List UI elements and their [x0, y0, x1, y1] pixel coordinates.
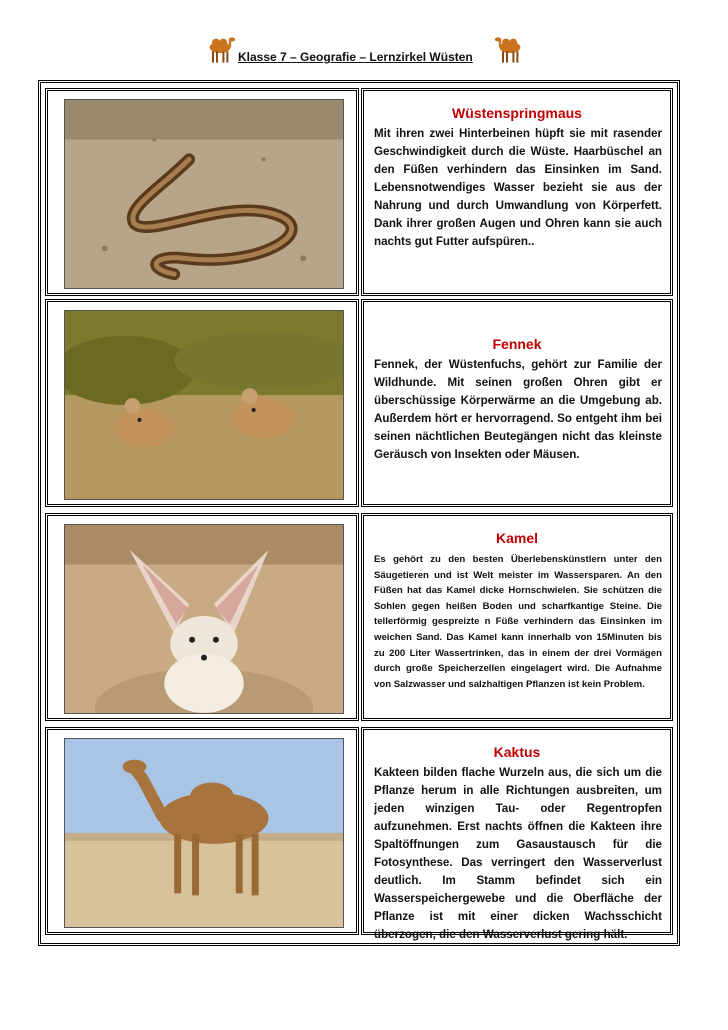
- card-row: [45, 299, 673, 507]
- card-title: Kamel: [495, 530, 539, 546]
- photo-cell: [45, 88, 359, 296]
- card-text: Fennek, der Wüstenfuchs, gehört zur Familie der Wildhunde. Mit seinen großen Ohren gibt er überschüssige Körperwärme an die Umgebung ab. Außerdem hört er hervorragend. So entgeht ihm bei seinen nächtlichen Beutegängen nicht das kleinste Geräusch von Insekten oder Mäusen.: [374, 358, 662, 461]
- photo-cell: [45, 513, 359, 721]
- camel-photo: [64, 738, 344, 928]
- card-title: Fennek: [492, 336, 542, 352]
- text-cell: [361, 299, 673, 507]
- camel-icon: [494, 32, 526, 66]
- text-cell: [361, 88, 673, 296]
- camel-icon: [204, 32, 236, 66]
- photo-cell: [45, 299, 359, 507]
- page-header: [0, 28, 728, 68]
- card-title: Kaktus: [493, 744, 541, 760]
- card-row: [45, 513, 673, 721]
- card-row: [45, 727, 673, 941]
- card-title: Wüstenspringmaus: [452, 105, 582, 121]
- fennec-photo: [64, 524, 344, 714]
- page-title: Klasse 7 – Geografie – Lernzirkel Wüsten: [238, 50, 473, 64]
- card-text: Mit ihren zwei Hinterbeinen hüpft sie mit rasender Geschwindigkeit durch die Wüste. Haarbüschel an den Füßen verhindern das Einsinken im Sand. Lebensnotwendiges Wasser bezieht sie aus der Nahrung und durch Umwandlung von Körperfett. Dank ihrer großen Augen und Ohren kann sie auch nachts gut Futter aufspüren..: [374, 127, 662, 248]
- card-row: [45, 88, 673, 296]
- text-cell: [361, 727, 673, 941]
- card-text: Es gehört zu den besten Überlebenskünstlern unter den Säugetieren und ist Welt meister im Wassersparen. An den Füßen hat das Kamel dicke Hornschwielen. Sie schützen die Sohlen gegen heißen Boden und scharfkantige Steine. Die tellerförmig gespreizte n Füße verhindern das Einsinken im weichen Sand. Das Kamel kann innerhalb von 15Minuten bis zu 200 Liter Wassertrinken, das in einem der drei Vormägen durch große Speicherzellen eingelagert wird. Die Aufnahme von Salzwasser und salzhaltigen Pflanzen ist kein Problem.: [374, 554, 662, 690]
- photo-cell: [45, 727, 359, 935]
- text-cell: [361, 513, 673, 721]
- lizard-photo: [64, 99, 344, 289]
- jerboa-photo: [64, 310, 344, 500]
- card-text: Kakteen bilden flache Wurzeln aus, die sich um die Pflanze herum in alle Richtungen ausbreiten, um jeden winzigen Tau- oder Regentropfen aufzunehmen. Erst nachts öffnen die Kakteen ihre Spaltöffnungen zum Gasaustausch für die Fotosynthese. Das verringert den Wasserverlust deutlich. Im Stamm befindet sich ein Wasserspeichergewebe und die Oberfläche der Pflanze ist mit einer dicken Wachsschicht überzogen, die den Wasserverlust gering hält.: [374, 766, 662, 941]
